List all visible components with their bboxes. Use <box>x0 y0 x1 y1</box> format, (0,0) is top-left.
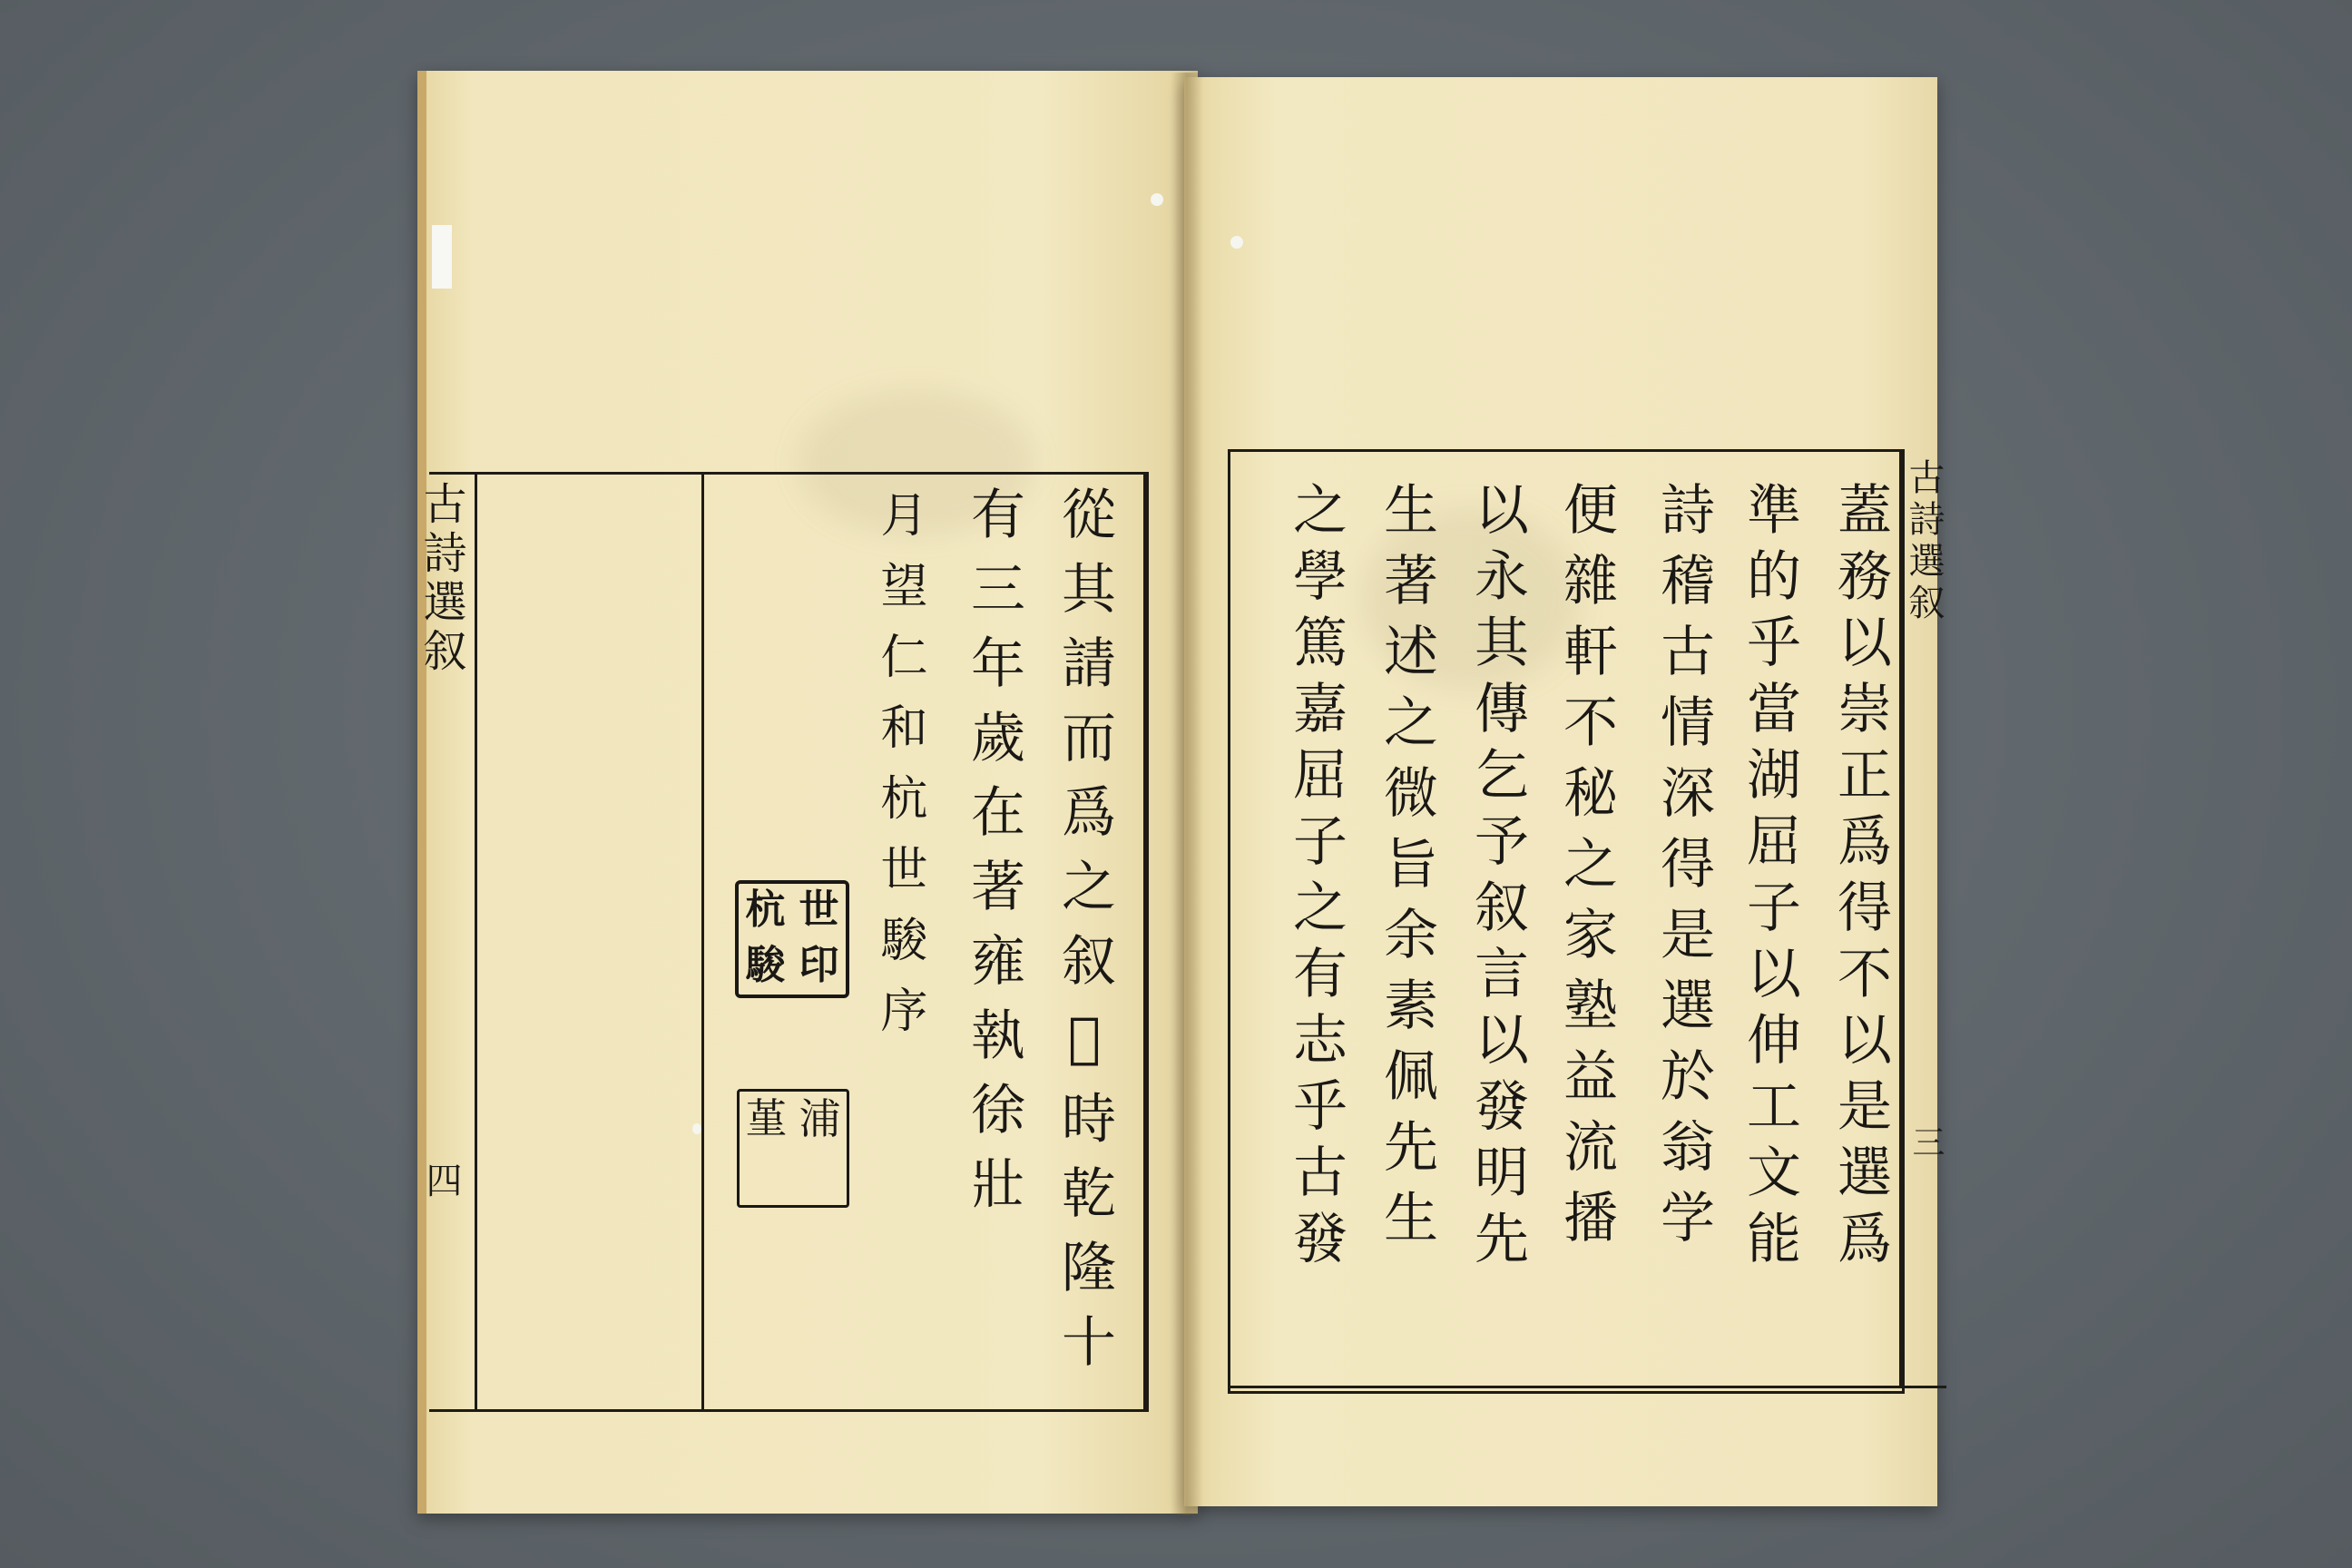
left-text-column-3: 月望仁和杭世駿序 <box>872 490 926 1056</box>
left-text-column-1: 從其請而爲之叙𠯁時乾隆十 <box>1053 485 1116 1387</box>
right-margin-title: 古詩選叙 <box>1903 458 1945 625</box>
left-margin-page-number: 四 <box>420 1161 462 1203</box>
margin-rule <box>475 475 477 1409</box>
torn-paper <box>432 225 452 289</box>
margin-rule <box>701 475 704 1409</box>
seal-stamp <box>735 880 849 998</box>
right-text-column-2: 準的乎當湖屈子以伸工文能 <box>1738 481 1801 1276</box>
left-text-column-2: 有三年歲在著雍執徐壯 <box>962 485 1025 1230</box>
right-text-column-6: 生著述之微旨余素佩先生 <box>1375 481 1438 1259</box>
worm-hole <box>1151 193 1163 206</box>
seal-char: 世 <box>799 887 839 933</box>
right-text-column-3: 詩稽古情深得是選於翁学 <box>1651 481 1715 1259</box>
frame-rule <box>1228 1386 1946 1388</box>
worm-hole <box>1230 236 1243 249</box>
right-text-column-1: 蓋務以崇正爲得不以是選爲 <box>1828 481 1892 1276</box>
seal-char: 堇 <box>745 1094 788 1143</box>
seal-stamp <box>737 1089 849 1208</box>
left-margin-title: 古詩選叙 <box>416 481 466 677</box>
frame-rule <box>1899 449 1902 1388</box>
right-margin-page-number: 三 <box>1907 1125 1945 1163</box>
seal-char: 駿 <box>745 942 786 988</box>
right-text-column-4: 便雜軒不秘之家塾益流播 <box>1554 481 1618 1259</box>
book-spine <box>1171 73 1203 1515</box>
seal-char: 印 <box>799 942 839 988</box>
right-text-column-5: 以永其傳乞予叙言以發明先 <box>1465 481 1529 1276</box>
seal-char: 杭 <box>745 887 786 933</box>
seal-char: 浦 <box>799 1094 841 1143</box>
right-text-column-7: 之學篤嘉屈子之有志乎古發 <box>1284 481 1348 1276</box>
frame-rule <box>1143 475 1146 1409</box>
